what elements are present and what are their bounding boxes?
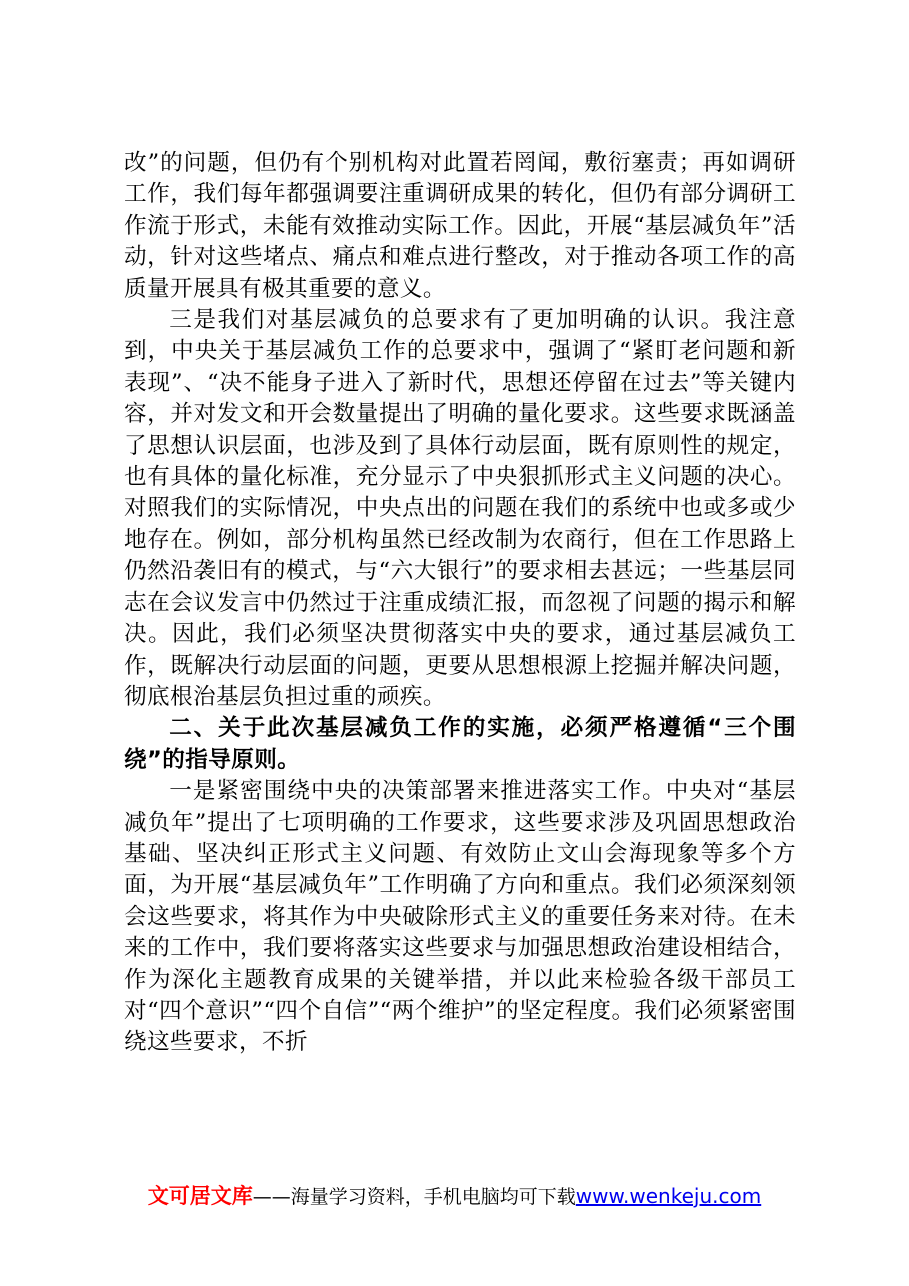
section-heading-two: 二、关于此次基层减负工作的实施，必须严格遵循“三个围绕”的指导原则。: [124, 715, 796, 773]
footer-tagline: ——海量学习资料，手机电脑均可下载: [252, 1186, 576, 1208]
paragraph-continuation: 改”的问题，但仍有个别机构对此置若罔闻，敷衍塞责；再如调研工作，我们每年都强调要注重调研成果的转化，但仍有部分调研工作流于形式，未能有效推动实际工作。因此，开展“基层减负年”活动，针对这些堵点、痛点和难点进行整改，对于推动各项工作的高质量开展具有极其重要的意义。: [124, 150, 796, 302]
paragraph-point-one: 一是紧密围绕中央的决策部署来推进落实工作。中央对“基层减负年”提出了七项明确的工作要求，这些要求涉及巩固思想政治基础、坚决纠正形式主义问题、有效防止文山会海现象等多个方面，为开展“基层减负年”工作明确了方向和重点。我们必须深刻领会这些要求，将其作为中央破除形式主义的重要任务来对待。在未来的工作中，我们要将落实这些要求与加强思想政治建设相结合，作为深化主题教育成果的关键举措，并以此来检验各级干部员工对“四个意识”“四个自信”“两个维护”的坚定程度。我们必须紧密围绕这些要求，不折: [124, 778, 796, 1056]
footer-banner: [0, 1182, 909, 1211]
paragraph-point-three: 三是我们对基层减负的总要求有了更加明确的认识。我注意到，中央关于基层减负工作的总要求中，强调了“紧盯老问题和新表现”、“决不能身子进入了新时代，思想还停留在过去”等关键内容，并对发文和开会数量提出了明确的量化要求。这些要求既涵盖了思想认识层面，也涉及到了具体行动层面，既有原则性的规定，也有具体的量化标准，充分显示了中央狠抓形式主义问题的决心。对照我们的实际情况，中央点出的问题在我们的系统中也或多或少地存在。例如，部分机构虽然已经改制为农商行，但在工作思路上仍然沿袭旧有的模式，与“六大银行”的要求相去甚远；一些基层同志在会议发言中仍然过于注重成绩汇报，而忽视了问题的揭示和解决。因此，我们必须坚决贯彻落实中央的要求，通过基层减负工作，既解决行动层面的问题，更要从思想根源上挖掘并解决问题，彻底根治基层负担过重的顽疾。: [124, 307, 796, 710]
footer-brand: 文可居文库: [147, 1184, 253, 1208]
footer-site-link[interactable]: www.wenkeju.com: [575, 1184, 762, 1208]
document-body: [124, 148, 796, 1059]
